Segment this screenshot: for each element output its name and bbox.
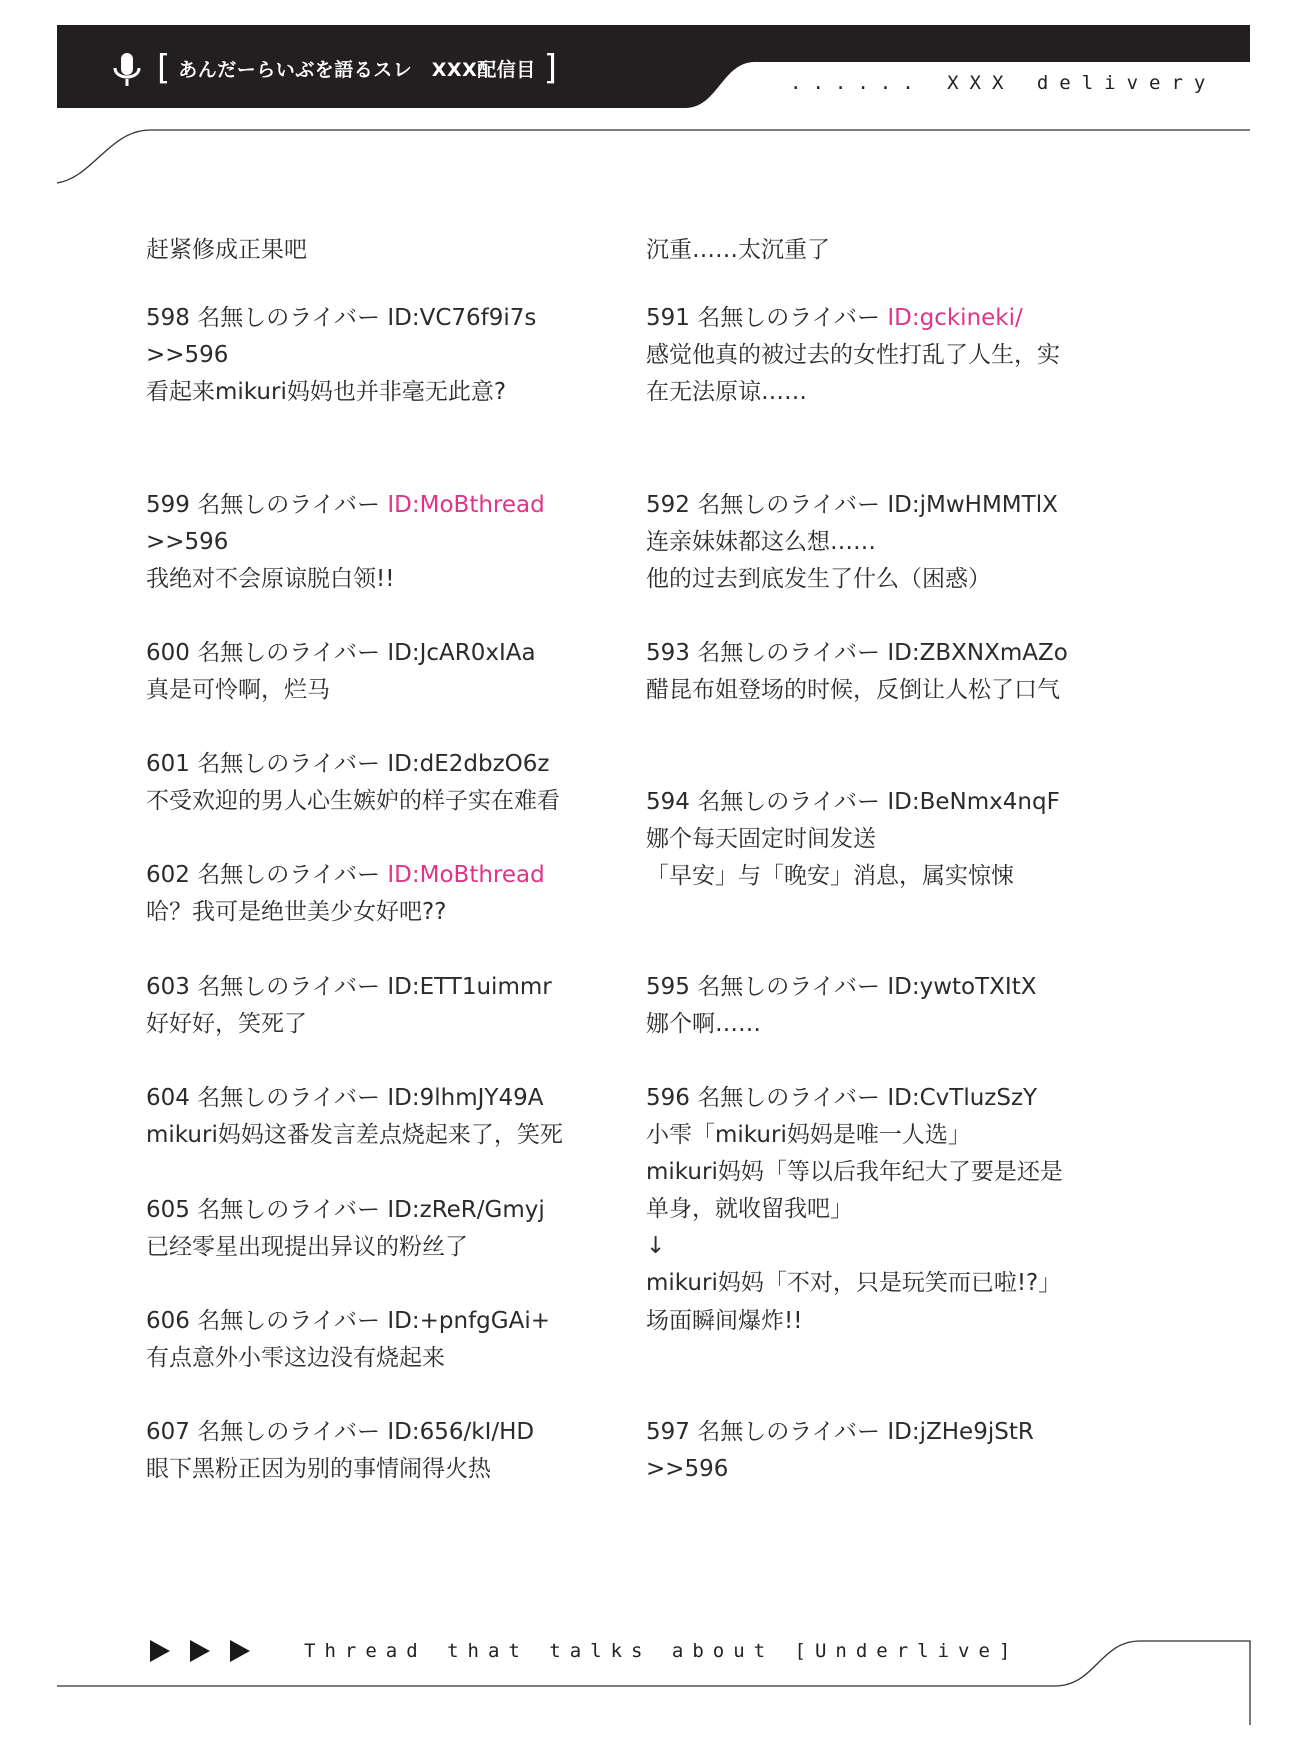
- post-number-and-name: 597 名無しのライバー: [646, 1419, 888, 1445]
- poster-id: ID:CvTluzSzY: [887, 1085, 1038, 1111]
- post-text: 小雫「mikuri妈妈是唯一人选」: [646, 1122, 971, 1148]
- post-block: [146, 635, 646, 709]
- post-text: 「早安」与「晚安」消息，属实惊悚: [646, 863, 1014, 889]
- post-text: 单身，就收留我吧」: [646, 1196, 853, 1222]
- post-text: 他的过去到底发生了什么（困惑）: [646, 566, 991, 592]
- post-number-and-name: 601 名無しのライバー: [146, 751, 388, 777]
- post-number-and-name: 599 名無しのライバー: [146, 492, 388, 518]
- post-block: [646, 784, 1146, 895]
- post-number-and-name: 598 名無しのライバー: [146, 305, 388, 331]
- post-number-and-name: 606 名無しのライバー: [146, 1308, 388, 1334]
- post-block: [146, 1080, 646, 1154]
- post-header: [646, 1414, 1146, 1451]
- post-text: mikuri妈妈「等以后我年纪大了要是还是: [646, 1159, 1063, 1185]
- post-header: [146, 857, 646, 894]
- post-text: >>596: [146, 342, 229, 368]
- poster-id: ID:656/kI/HD: [387, 1419, 535, 1445]
- post-text: 赶紧修成正果吧: [146, 237, 307, 263]
- post-text: mikuri妈妈这番发言差点烧起来了，笑死: [146, 1122, 563, 1148]
- poster-id: ID:dE2dbzO6z: [387, 751, 550, 777]
- poster-id: ID:zReR/Gmyj: [387, 1197, 545, 1223]
- post-number-and-name: 594 名無しのライバー: [646, 789, 888, 815]
- post-number-and-name: 596 名無しのライバー: [646, 1085, 888, 1111]
- play-icon: [230, 1640, 250, 1662]
- post-header: [146, 635, 646, 672]
- post-block: [646, 300, 1146, 411]
- post-text: 在无法原谅……: [646, 379, 807, 405]
- footer-arrows: [150, 1640, 250, 1662]
- post-block: [146, 232, 646, 269]
- post-header: [646, 784, 1146, 821]
- post-header: [146, 300, 646, 337]
- post-block: [646, 487, 1146, 598]
- post-header: [146, 969, 646, 1006]
- post-block: [146, 857, 646, 931]
- post-number-and-name: 592 名無しのライバー: [646, 492, 888, 518]
- post-header: [146, 1414, 646, 1451]
- post-number-and-name: 591 名無しのライバー: [646, 305, 888, 331]
- poster-id: ID:VC76f9i7s: [387, 305, 537, 331]
- post-text: 娜个啊……: [646, 1011, 761, 1037]
- poster-id: ID:BeNmx4nqF: [887, 789, 1060, 815]
- poster-id: ID:MoBthread: [387, 862, 545, 888]
- header-band: [0, 0, 1306, 200]
- post-header: [646, 300, 1146, 337]
- post-number-and-name: 605 名無しのライバー: [146, 1197, 388, 1223]
- post-block: [646, 1303, 1146, 1340]
- play-icon: [150, 1640, 170, 1662]
- poster-id: ID:ZBXNXmAZo: [887, 640, 1068, 666]
- post-header: [146, 746, 646, 783]
- post-text: >>596: [646, 1456, 729, 1482]
- post-text: mikuri妈妈「不对，只是玩笑而已啦!?」: [646, 1270, 1062, 1296]
- post-text: 哈？我可是绝世美少女好吧??: [146, 899, 447, 925]
- delivery-subtitle: ...... XXX delivery: [790, 72, 1217, 94]
- post-header: [646, 1080, 1146, 1117]
- post-text: >>596: [146, 529, 229, 555]
- post-block: [146, 300, 646, 411]
- post-number-and-name: 604 名無しのライバー: [146, 1085, 388, 1111]
- post-text: 感觉他真的被过去的女性打乱了人生，实: [646, 342, 1060, 368]
- post-text: 沉重……太沉重了: [646, 237, 830, 263]
- thread-title: あんだーらいぶを語るスレ XXX配信目: [178, 58, 536, 81]
- poster-id: ID:9lhmJY49A: [387, 1085, 544, 1111]
- post-header: [646, 969, 1146, 1006]
- post-number-and-name: 593 名無しのライバー: [646, 640, 888, 666]
- poster-id: ID:ETT1uimmr: [387, 974, 552, 1000]
- post-block: [146, 969, 646, 1043]
- post-text: 场面瞬间爆炸!!: [646, 1308, 803, 1334]
- post-number-and-name: 600 名無しのライバー: [146, 640, 388, 666]
- poster-id: ID:MoBthread: [387, 492, 545, 518]
- post-block: [646, 969, 1146, 1043]
- post-block: [646, 635, 1146, 709]
- post-block: [646, 1080, 1146, 1302]
- post-block: [146, 487, 646, 598]
- post-header: [146, 1192, 646, 1229]
- post-text: ↓: [646, 1233, 666, 1259]
- post-block: [146, 1303, 646, 1377]
- post-text: 娜个每天固定时间发送: [646, 826, 876, 852]
- post-number-and-name: 602 名無しのライバー: [146, 862, 388, 888]
- poster-id: ID:gckineki/: [887, 305, 1023, 331]
- post-text: 真是可怜啊，烂马: [146, 677, 330, 703]
- post-text: 连亲妹妹都这么想……: [646, 529, 876, 555]
- post-text: 看起来mikuri妈妈也并非毫无此意?: [146, 379, 507, 405]
- poster-id: ID:JcAR0xIAa: [387, 640, 536, 666]
- post-text: 有点意外小雫这边没有烧起来: [146, 1345, 445, 1371]
- post-text: 眼下黑粉正因为别的事情闹得火热: [146, 1456, 491, 1482]
- post-header: [646, 635, 1146, 672]
- post-header: [646, 487, 1146, 524]
- poster-id: ID:jZHe9jStR: [887, 1419, 1034, 1445]
- post-number-and-name: 595 名無しのライバー: [646, 974, 888, 1000]
- post-block: [646, 232, 1146, 269]
- post-block: [646, 1414, 1146, 1488]
- post-text: 我绝对不会原谅脱白领!!: [146, 566, 395, 592]
- play-icon: [190, 1640, 210, 1662]
- post-header: [146, 1080, 646, 1117]
- footer-caption: Thread that talks about [Underlive]: [304, 1640, 1020, 1662]
- poster-id: ID:+pnfgGAi+: [387, 1308, 550, 1334]
- poster-id: ID:jMwHMMTlX: [887, 492, 1058, 518]
- post-text: 醋昆布姐登场的时候，反倒让人松了口气: [646, 677, 1060, 703]
- post-number-and-name: 603 名無しのライバー: [146, 974, 388, 1000]
- poster-id: ID:ywtoTXItX: [887, 974, 1037, 1000]
- post-header: [146, 1303, 646, 1340]
- header-right-bracket: ]: [543, 48, 557, 88]
- post-text: 不受欢迎的男人心生嫉妒的样子实在难看: [146, 788, 560, 814]
- post-header: [146, 487, 646, 524]
- header-left-bracket: [: [157, 48, 171, 88]
- post-block: [146, 1192, 646, 1266]
- post-block: [146, 1414, 646, 1488]
- post-block: [146, 746, 646, 820]
- post-text: 已经零星出现提出异议的粉丝了: [146, 1234, 468, 1260]
- post-number-and-name: 607 名無しのライバー: [146, 1419, 388, 1445]
- post-text: 好好好，笑死了: [146, 1011, 307, 1037]
- header-title: [157, 45, 557, 91]
